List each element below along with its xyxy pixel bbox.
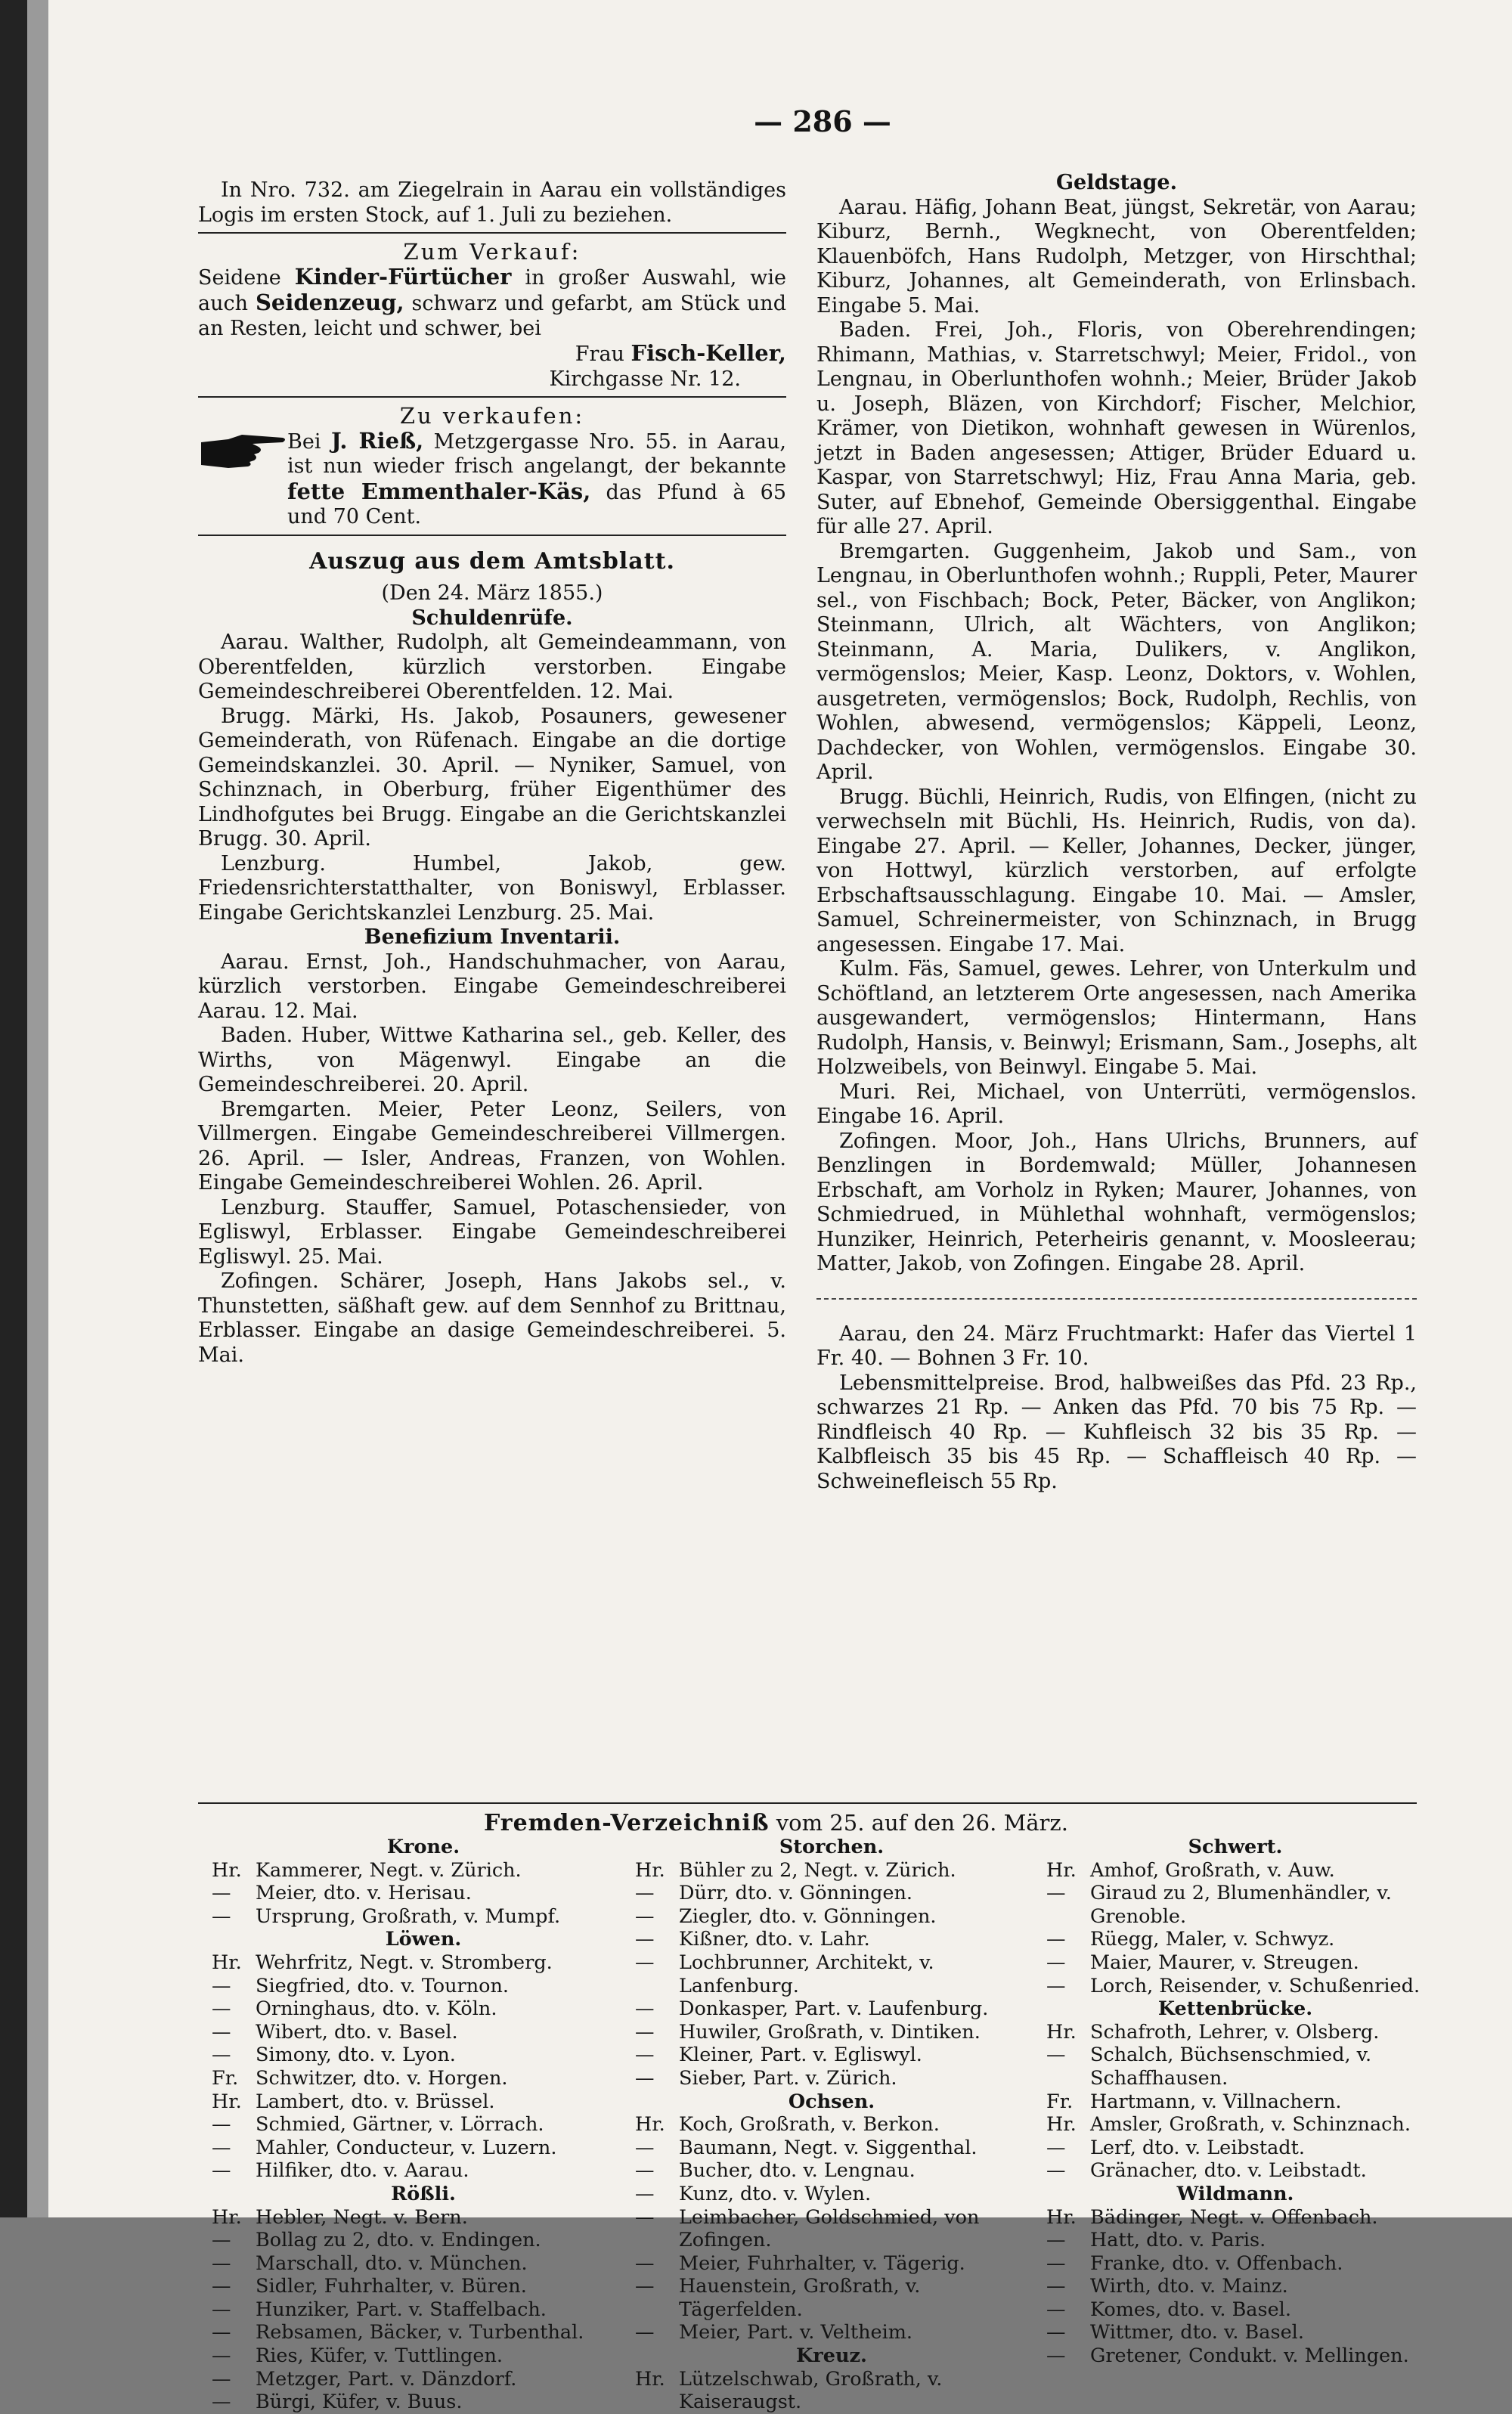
guest-entry <box>212 1951 635 1975</box>
guest-title: — <box>212 1974 231 1997</box>
guest-name: Wirth, dto. v. Mainz. <box>1090 2275 1288 2298</box>
guest-name: Schwitzer, dto. v. Horgen. <box>256 2066 508 2090</box>
guest-entry <box>635 2159 1028 2183</box>
ad-text: Bei <box>287 429 331 454</box>
hotel-heading: Rößli. <box>391 2182 456 2205</box>
ad-product: Seidenzeug, <box>255 290 404 315</box>
notice-entry: Baden. Frei, Joh., Floris, von Oberehrendingen; Rhimann, Mathias, v. Starretschwyl; Meier, Fridol., von Lengnau, in Oberlunthofen wohnh.; Meier, Brüder Jakob u. Joseph, Bläzen, von Kirchdorf; Fischer, Melchior, Krämer, von Dietikon, wohnhaft gewesen in Würenlos, jetzt in Baden angesessen; Attiger, Brüder Eduard u. Kaspar, von Starretschwyl; Hiz, Frau Anna Maria, geb. Suter, auf Ebnehof, Gemeinde Obersiggenthal. Eingabe für alle 27. April. <box>816 318 1417 538</box>
guest-entry <box>1046 1882 1424 1928</box>
guest-entry <box>212 2368 635 2391</box>
guest-title: — <box>1046 1882 1066 1905</box>
guest-name: Leimbacher, Goldschmied, von Zofingen. <box>679 2205 980 2252</box>
guest-list-column-1 <box>212 1836 635 2414</box>
guest-entry <box>212 1859 635 1883</box>
guest-name: Gränacher, dto. v. Leibstadt. <box>1090 2159 1367 2183</box>
guest-title: — <box>212 2229 231 2252</box>
guest-entry <box>635 2113 1028 2137</box>
guest-title: — <box>1046 2159 1066 2183</box>
guest-title: — <box>1046 2344 1066 2368</box>
guest-entry <box>635 2137 1028 2160</box>
guest-entry <box>635 2252 1028 2276</box>
guest-title: — <box>212 2367 231 2391</box>
guest-name: Sidler, Fuhrhalter, v. Büren. <box>256 2275 527 2298</box>
guest-name: Amsler, Großrath, v. Schinznach. <box>1090 2113 1411 2137</box>
guest-entry <box>1046 2044 1424 2090</box>
guest-entry <box>212 2137 635 2160</box>
guest-name: Wibert, dto. v. Basel. <box>256 2020 458 2044</box>
guest-title: — <box>212 2113 231 2137</box>
guest-title: — <box>212 2020 231 2044</box>
guest-name: Gretener, Condukt. v. Mellingen. <box>1090 2344 1409 2368</box>
guest-title: — <box>1046 2044 1066 2067</box>
guest-title: — <box>635 2020 655 2044</box>
guest-entry <box>212 2298 635 2322</box>
fremden-title <box>484 1810 1068 1836</box>
ad-text: Frau <box>575 342 631 366</box>
section-date: (Den 24. März 1855.) <box>381 581 603 605</box>
guest-name: Meier, Fuhrhalter, v. Tägerig. <box>679 2251 965 2275</box>
guest-title: Hr. <box>1046 2205 1077 2229</box>
guest-title: — <box>212 2275 231 2298</box>
guest-entry <box>1046 1975 1424 1998</box>
guest-entry <box>212 2067 635 2090</box>
guest-name: Schafroth, Lehrer, v. Olsberg. <box>1090 2020 1380 2044</box>
guest-entry <box>635 2368 1028 2414</box>
guest-entry <box>212 1997 635 2021</box>
ad-text: schwarz und gefarbt, am Stück und an Resten, leicht und schwer, bei <box>198 292 786 340</box>
guest-title: — <box>635 1997 655 2021</box>
guest-title: — <box>1046 1928 1066 1951</box>
guest-name: Hatt, dto. v. Paris. <box>1090 2229 1266 2252</box>
guest-list-column-2 <box>635 1836 1028 2414</box>
guest-name: Schmied, Gärtner, v. Lörrach. <box>256 2113 544 2137</box>
guest-name: Ursprung, Großrath, v. Mumpf. <box>256 1904 561 1928</box>
guest-entry <box>1046 2090 1424 2114</box>
guest-title: — <box>1046 1974 1066 1997</box>
guest-title: — <box>635 2066 655 2090</box>
guest-title: — <box>1046 2136 1066 2159</box>
guest-name: Rebsamen, Bäcker, v. Turbenthal. <box>256 2321 584 2344</box>
merchant-name: J. Rieß, <box>330 427 424 454</box>
guest-entry <box>212 2113 635 2137</box>
guest-title: — <box>635 2321 655 2344</box>
notice-entry: Aarau. Ernst, Joh., Handschuhmacher, von Aarau, kürzlich verstorben. Eingabe Gemeindeschreiberei Aarau. 12. Mai. <box>198 950 786 1023</box>
divider <box>198 232 786 234</box>
guest-title: — <box>1046 2275 1066 2298</box>
guest-name: Maier, Maurer, v. Streugen. <box>1090 1951 1359 1974</box>
guest-entry <box>212 2252 635 2276</box>
guest-entry <box>212 2044 635 2067</box>
divider <box>816 1298 1417 1300</box>
hotel-heading: Kreuz. <box>796 2344 867 2368</box>
ad-heading: Zum Verkauf: <box>403 239 581 265</box>
guest-name: Bürgi, Küfer, v. Buus. <box>256 2391 463 2414</box>
guest-entry <box>212 2090 635 2114</box>
guest-title: — <box>212 2391 231 2414</box>
notice-entry: Brugg. Märki, Hs. Jakob, Posauners, gewesener Gemeinderath, von Rüfenach. Eingabe an die dortige Gemeindskanzlei. 30. April. — Nyniker, Samuel, von Schinznach, in Oberburg, früher Eigenthümer des Lindhofgutes bei Brugg. Eingabe an die Gerichtskanzlei Brugg. 30. April. <box>198 704 786 851</box>
verkauf-ad-cheese <box>198 404 786 530</box>
notice-entry: Muri. Rei, Michael, von Unterrüti, vermögenslos. Eingabe 16. April. <box>816 1080 1417 1128</box>
guest-entry <box>212 2391 635 2414</box>
guest-name: Mahler, Conducteur, v. Luzern. <box>256 2136 557 2159</box>
guest-entry <box>212 1882 635 1905</box>
guest-entry <box>212 2021 635 2044</box>
guest-name: Meier, dto. v. Herisau. <box>256 1882 472 1905</box>
guest-title: — <box>212 2044 231 2067</box>
guest-entry <box>212 2321 635 2344</box>
guest-title: — <box>635 2251 655 2275</box>
subsection-heading: Geldstage. <box>1056 171 1177 194</box>
guest-list-column-3 <box>1046 1836 1424 2368</box>
guest-title: — <box>212 1882 231 1905</box>
guest-title: — <box>1046 2298 1066 2321</box>
guest-name: Lerf, dto. v. Leibstadt. <box>1090 2136 1305 2159</box>
guest-title: Hr. <box>1046 1858 1077 1882</box>
guest-name: Bühler zu 2, Negt. v. Zürich. <box>679 1858 956 1882</box>
guest-title: — <box>635 2044 655 2067</box>
guest-entry <box>1046 1859 1424 1883</box>
page-number: — 286 — <box>754 104 891 138</box>
guest-name: Dürr, dto. v. Gönningen. <box>679 1882 913 1905</box>
guest-name: Marschall, dto. v. München. <box>256 2251 528 2275</box>
book-binding <box>0 0 27 2217</box>
ad-product: Kinder-Fürtücher <box>294 263 512 290</box>
guest-title: Hr. <box>212 2090 242 2113</box>
ad-text: in großer Auswahl, wie auch <box>198 265 786 315</box>
guest-title: — <box>212 2344 231 2368</box>
guest-entry <box>212 1905 635 1929</box>
guest-name: Kleiner, Part. v. Egliswyl. <box>679 2044 922 2067</box>
guest-name: Ries, Küfer, v. Tuttlingen. <box>256 2344 503 2368</box>
guest-title: — <box>1046 2229 1066 2252</box>
guest-title: — <box>1046 2251 1066 2275</box>
notice-entry: Lenzburg. Stauffer, Samuel, Potaschensieder, von Egliswyl, Erblasser. Eingabe Gemeindeschreiberei Egliswyl. 25. Mai. <box>198 1195 786 1269</box>
hotel-heading: Storchen. <box>779 1836 885 1858</box>
notice-entry: Kulm. Fäs, Samuel, gewes. Lehrer, von Unterkulm und Schöftland, an letzterem Orte angesessen, nach Amerika ausgewandert, vermögenslos; Hintermann, Hans Rudolph, Hansis, v. Beinwyl; Erismann, Sam., Josephs, alt Holzweibels, von Beinwyl. Eingabe 5. Mai. <box>816 957 1417 1079</box>
hotel-heading: Löwen. <box>385 1928 462 1951</box>
guest-title: — <box>635 1951 655 1974</box>
guest-name: Giraud zu 2, Blumenhändler, v. Grenoble. <box>1090 1882 1392 1928</box>
ad-body <box>287 429 786 530</box>
guest-entry <box>212 1975 635 1998</box>
guest-title: — <box>635 2182 655 2205</box>
verkauf-ad-silk <box>198 240 786 392</box>
hotel-heading: Kettenbrücke. <box>1157 1997 1313 2021</box>
ad-row <box>198 429 786 530</box>
guest-entry <box>635 2206 1028 2252</box>
notice-entry: Aarau. Häfig, Johann Beat, jüngst, Sekretär, von Aarau; Kiburz, Bernh., Wegknecht, von Oberentfelden; Klauenböfch, Hans Rudolph, Metzger, von Hirschthal; Kiburz, Johannes, alt Gemeinderath, von Erlinsbach. Eingabe 5. Mai. <box>816 195 1417 318</box>
guest-entry <box>635 2044 1028 2067</box>
guest-entry <box>212 2344 635 2368</box>
guest-entry <box>1046 2252 1424 2276</box>
ad-body <box>198 265 786 342</box>
guest-name: Baumann, Negt. v. Siggenthal. <box>679 2136 978 2159</box>
logis-ad: In Nro. 732. am Ziegelrain in Aarau ein vollständiges Logis im ersten Stock, auf 1. Juli zu beziehen. <box>198 178 786 227</box>
fruchtmarkt-notice: Aarau, den 24. März Fruchtmarkt: Hafer das Viertel 1 Fr. 40. — Bohnen 3 Fr. 10. <box>816 1322 1417 1370</box>
subsection-heading: Benefizium Inventarii. <box>364 925 621 949</box>
guest-title: — <box>635 2205 655 2229</box>
guest-entry <box>635 1997 1028 2021</box>
ad-text: Seidene <box>198 265 295 290</box>
guest-name: Hauenstein, Großrath, v. Tägerfelden. <box>679 2275 921 2321</box>
guest-entry <box>212 2275 635 2298</box>
guest-name: Koch, Großrath, v. Berkon. <box>679 2113 940 2137</box>
guest-title: — <box>635 2275 655 2298</box>
guest-entry <box>1046 2137 1424 2160</box>
guest-title: — <box>1046 2321 1066 2344</box>
guest-name: Hartmann, v. Villnachern. <box>1090 2090 1342 2113</box>
fremden-title-bold: Fremden-Verzeichniß <box>484 1810 770 1836</box>
guest-title: — <box>212 1904 231 1928</box>
guest-name: Bädinger, Negt. v. Offenbach. <box>1090 2205 1378 2229</box>
guest-name: Lochbrunner, Architekt, v. Lanfenburg. <box>679 1951 934 1997</box>
notice-entry: Brugg. Büchli, Heinrich, Rudis, von Elfingen, (nicht zu verwechseln mit Büchli, Hs. Heinrich, Rudis, von da). Eingabe 27. April. — Keller, Johannes, Decker, jünger, von Hottwyl, kürzlich verstorben, auf erfolgte Erbschaftsausschlagung. Eingabe 10. Mai. — Amsler, Samuel, Schreinermeister, von Schinznach, in Brugg angesessen. Eingabe 17. Mai. <box>816 785 1417 956</box>
ad-merchant <box>198 341 786 367</box>
ad-product: fette Emmenthaler-Käs, <box>287 478 591 504</box>
guest-entry <box>1046 2159 1424 2183</box>
guest-name: Sieber, Part. v. Zürich. <box>679 2066 897 2090</box>
guest-name: Wittmer, dto. v. Basel. <box>1090 2321 1304 2344</box>
guest-title: — <box>635 2159 655 2183</box>
guest-name: Kunz, dto. v. Wylen. <box>679 2182 872 2205</box>
guest-title: — <box>212 2136 231 2159</box>
guest-name: Siegfried, dto. v. Tournon. <box>256 1974 510 1997</box>
guest-entry <box>212 2159 635 2183</box>
hotel-heading: Schwert. <box>1188 1836 1283 1858</box>
guest-name: Huwiler, Großrath, v. Dintiken. <box>679 2020 981 2044</box>
guest-name: Schalch, Büchsenschmied, v. Schaffhausen. <box>1090 2044 1372 2090</box>
guest-title: — <box>635 2136 655 2159</box>
notice-entry: Bremgarten. Guggenheim, Jakob und Sam., von Lengnau, in Oberlunthofen wohnh.; Ruppli, Peter, Maurer sel., von Fischbach; Bock, Peter, Bäcker, von Anglikon; Steinmann, Ulrich, alt Wächters, von Anglikon; Steinmann, A. Maria, Dulikers, v. Anglikon, vermögenslos; Meier, Kasp. Leonz, Doktors, v. Wohlen, ausgetreten, vermögenslos; Bock, Rudolph, Rechlis, von Wohlen, abwesend, vermögenslos; Käppeli, Leonz, Dachdecker, von Wohlen, vermögenslos. Eingabe 30. April. <box>816 539 1417 784</box>
amtsblatt-section <box>198 547 786 1368</box>
guest-title: Hr. <box>635 1858 665 1882</box>
guest-title: — <box>212 2251 231 2275</box>
guest-name: Kißner, dto. v. Lahr. <box>679 1928 870 1951</box>
notice-entry: Zofingen. Moor, Joh., Hans Ulrichs, Brunners, auf Benzlingen in Bordemwald; Müller, Johannesen Erbschaft, am Vorholz in Ryken; Maurer, Johannes, von Schmiedrued, in Mühlethal wohnhaft, vermögenslos; Hunziker, Heinrich, Peterheiris genannt, v. Moosleerau; Matter, Jakob, von Zofingen. Eingabe 28. April. <box>816 1129 1417 1275</box>
hotel-heading: Wildmann. <box>1176 2182 1294 2205</box>
guest-entry <box>635 2021 1028 2044</box>
guest-entry <box>635 1928 1028 1951</box>
notice-entry: Baden. Huber, Wittwe Katharina sel., geb. Keller, des Wirths, von Mägenwyl. Eingabe an die Gemeindeschreiberei. 20. April. <box>198 1024 786 1096</box>
guest-name: Lützelschwab, Großrath, v. Kaiseraugst. <box>679 2367 943 2414</box>
ad-text: Metzgergasse Nro. 55. in Aarau, ist nun wieder frisch angelangt, der bekannte <box>287 429 786 478</box>
guest-entry <box>1046 2113 1424 2137</box>
guest-title: Hr. <box>635 2113 665 2137</box>
divider <box>198 396 786 398</box>
hotel-heading: Krone. <box>386 1836 460 1858</box>
ad-text: das Pfund à 65 und 70 Cent. <box>287 480 787 528</box>
guest-entry <box>635 1882 1028 1905</box>
merchant-name: Fisch-Keller, <box>631 340 786 366</box>
guest-title: — <box>635 1928 655 1951</box>
guest-entry <box>635 2321 1028 2344</box>
guest-entry <box>212 2229 635 2252</box>
guest-entry <box>635 2275 1028 2321</box>
left-column <box>198 178 786 1368</box>
pointing-hand-icon <box>198 429 287 474</box>
guest-title: — <box>1046 1951 1066 1974</box>
guest-name: Amhof, Großrath, v. Auw. <box>1090 1858 1335 1882</box>
hotel-heading: Ochsen. <box>788 2090 875 2113</box>
lebensmittel-prices: Lebensmittelpreise. Brod, halbweißes das Pfd. 23 Rp., schwarzes 21 Rp. — Anken das Pfd. 70 bis 75 Rp. — Rindfleisch 40 Rp. — Kuhfleisch 32 bis 35 Rp. — Kalbfleisch 35 bis 45 Rp. — Schaffleisch 40 Rp. — Schweinefleisch 55 Rp. <box>816 1371 1417 1493</box>
guest-entry <box>635 1951 1028 1997</box>
guest-name: Bollag zu 2, dto. v. Endingen. <box>256 2229 541 2252</box>
subsection-heading: Schuldenrüfe. <box>411 606 573 630</box>
guest-entry <box>635 1905 1028 1929</box>
guest-title: — <box>212 2159 231 2183</box>
guest-title: — <box>635 1904 655 1928</box>
notice-entry: Lenzburg. Humbel, Jakob, gew. Friedensrichterstatthalter, von Boniswyl, Erblasser. Eingabe Gerichtskanzlei Lenzburg. 25. Mai. <box>198 851 786 925</box>
guest-title: Fr. <box>1046 2090 1074 2113</box>
guest-title: Hr. <box>635 2367 665 2391</box>
guest-name: Orninghaus, dto. v. Köln. <box>256 1997 497 2021</box>
right-column <box>816 171 1417 1494</box>
guest-name: Bucher, dto. v. Lengnau. <box>679 2159 916 2183</box>
guest-entry <box>1046 2298 1424 2322</box>
guest-name: Lambert, dto. v. Brüssel. <box>256 2090 495 2113</box>
guest-name: Ziegler, dto. v. Gönningen. <box>679 1904 937 1928</box>
guest-entry <box>635 2183 1028 2206</box>
guest-title: — <box>212 2321 231 2344</box>
guest-name: Franke, dto. v. Offenbach. <box>1090 2251 1343 2275</box>
guest-title: Hr. <box>212 1951 242 1974</box>
guest-name: Hunziker, Part. v. Staffelbach. <box>256 2298 547 2321</box>
guest-title: — <box>635 1882 655 1905</box>
notice-entry: Aarau. Walther, Rudolph, alt Gemeindeammann, von Oberentfelden, kürzlich verstorben. Eingabe Gemeindeschreiberei Oberentfelden. 12. Mai. <box>198 631 786 703</box>
guest-entry <box>1046 1928 1424 1951</box>
guest-name: Meier, Part. v. Veltheim. <box>679 2321 913 2344</box>
divider <box>198 535 786 536</box>
guest-name: Lorch, Reisender, v. Schußenried. <box>1090 1974 1421 1997</box>
guest-entry <box>1046 2321 1424 2344</box>
guest-entry <box>1046 2229 1424 2252</box>
guest-name: Kammerer, Negt. v. Zürich. <box>256 1858 522 1882</box>
guest-entry <box>635 2067 1028 2090</box>
guest-name: Rüegg, Maler, v. Schwyz. <box>1090 1928 1335 1951</box>
divider <box>198 1802 1417 1804</box>
guest-name: Komes, dto. v. Basel. <box>1090 2298 1291 2321</box>
guest-title: Fr. <box>212 2066 239 2090</box>
guest-entry <box>1046 2344 1424 2368</box>
guest-name: Hebler, Negt. v. Bern. <box>256 2205 468 2229</box>
ad-heading: Zu verkaufen: <box>399 403 585 429</box>
notice-entry: Zofingen. Schärer, Joseph, Hans Jakobs sel., v. Thunstetten, säßhaft gew. auf dem Sennhof zu Brittnau, Erblasser. Eingabe an dasige Gemeindeschreiberei. 5. Mai. <box>198 1269 786 1367</box>
guest-entry <box>1046 2275 1424 2298</box>
guest-name: Wehrfritz, Negt. v. Stromberg. <box>256 1951 553 1974</box>
guest-name: Metzger, Part. v. Dänzdorf. <box>256 2367 517 2391</box>
guest-title: Hr. <box>1046 2113 1077 2137</box>
ad-address: Kirchgasse Nr. 12. <box>549 367 741 391</box>
guest-title: — <box>212 2298 231 2321</box>
section-title: Auszug aus dem Amtsblatt. <box>309 547 675 575</box>
guest-entry <box>1046 1951 1424 1975</box>
guest-name: Hilfiker, dto. v. Aarau. <box>256 2159 469 2183</box>
binding-edge <box>27 0 48 2217</box>
guest-title: Hr. <box>212 1858 242 1882</box>
guest-entry <box>1046 2021 1424 2044</box>
guest-name: Simony, dto. v. Lyon. <box>256 2044 456 2067</box>
guest-entry <box>635 1859 1028 1883</box>
guest-title: — <box>212 1997 231 2021</box>
guest-title: Hr. <box>1046 2020 1077 2044</box>
guest-name: Donkasper, Part. v. Laufenburg. <box>679 1997 989 2021</box>
notice-entry: Bremgarten. Meier, Peter Leonz, Seilers, von Villmergen. Eingabe Gemeindeschreiberei Villmergen. 26. April. — Isler, Andreas, Franzen, von Wohlen. Eingabe Gemeindeschreiberei Wohlen. 26. April. <box>198 1097 786 1195</box>
guest-title: Hr. <box>212 2205 242 2229</box>
fremden-title-date: vom 25. auf den 26. März. <box>769 1810 1068 1836</box>
